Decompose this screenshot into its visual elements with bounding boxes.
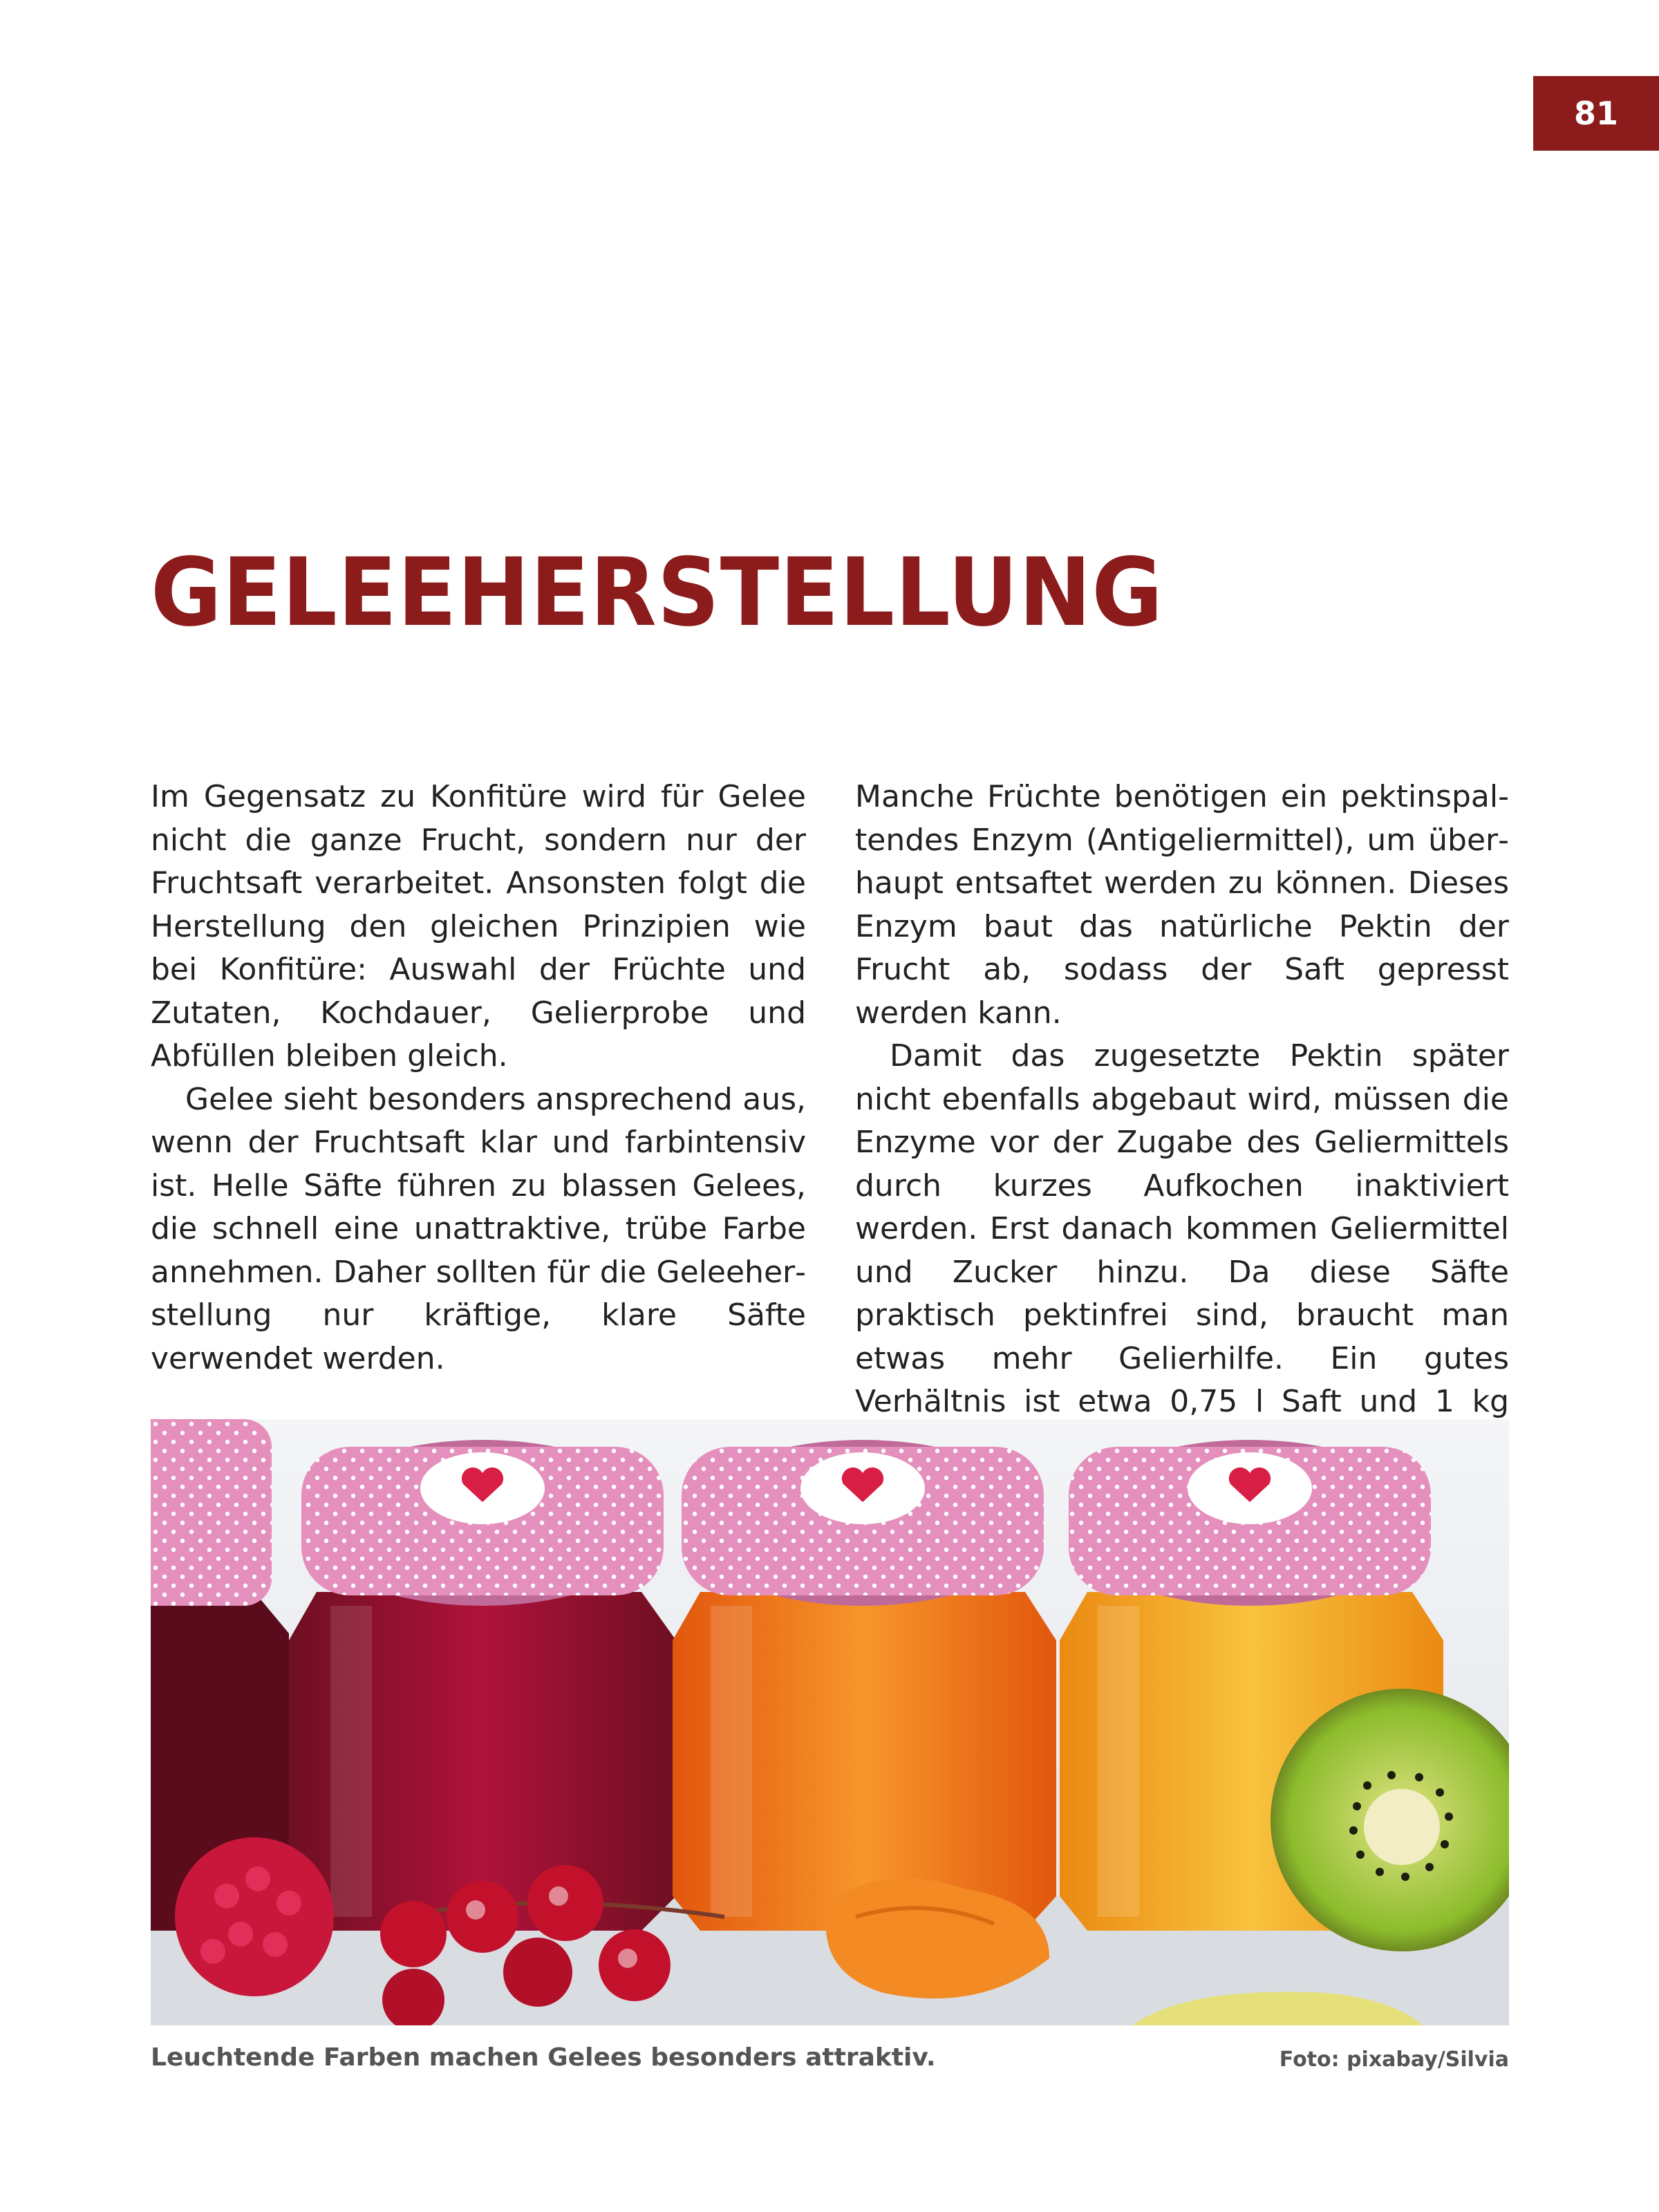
page-number: 81: [1533, 76, 1659, 151]
text-column-right: [855, 776, 1509, 1467]
text-column-left: [151, 776, 806, 1380]
paragraph: Gelee sieht besonders ansprechend aus, wenn der Fruchtsaft klar und farbintensiv ist. Helle Säfte führen zu blassen Gelees, die schnell eine unattraktive, trübe Farbe annehmen. Daher sollten für die Geleeherstellung nur kräftige, klare Säfte verwendet werden.: [151, 1081, 806, 1376]
paragraph: Manche Früchte benötigen ein pektinspaltendes Enzym (Antigeliermittel), um überhaupt entsaftet werden zu können. Dieses Enzym baut das natürliche Pektin der Frucht ab, sodass der Saft gepresst werden kann.: [855, 779, 1509, 1031]
raspberry: [175, 1837, 334, 1996]
jar-orange: [673, 1440, 1056, 1931]
jelly-jars-photo: [151, 1419, 1509, 2025]
jar-red: [289, 1440, 676, 1931]
photo-credit: Foto: pixabay/Silvia: [1279, 2047, 1509, 2072]
paragraph: Damit das zugesetzte Pektin später nicht ebenfalls abgebaut wird, müssen die Enzyme vor der Zugabe des Geliermittels durch kurzes Aufkochen inaktiviert werden. Erst danach kommen Geliermittel und Zucker hinzu. Da diese Säfte praktisch pektinfrei sind, braucht man etwas mehr Gelierhilfe. Ein gutes Verhältnis ist etwa 0,75 l Saft und 1 kg: [855, 1038, 1509, 1419]
page-title: GELEEHERSTELLUNG: [151, 538, 1164, 648]
paragraph: Im Gegensatz zu Konfitüre wird für Gelee nicht die ganze Frucht, sondern nur der Fruchtsaft verarbeitet. Ansonsten folgt die Herstellung den gleichen Prinzipien wie bei Konfitüre: Auswahl der Früchte und Zutaten, Kochdauer, Gelierprobe und Abfüllen bleiben gleich.: [151, 779, 806, 1074]
figure-caption: Leuchtende Farben machen Gelees besonders attraktiv.: [151, 2043, 936, 2072]
